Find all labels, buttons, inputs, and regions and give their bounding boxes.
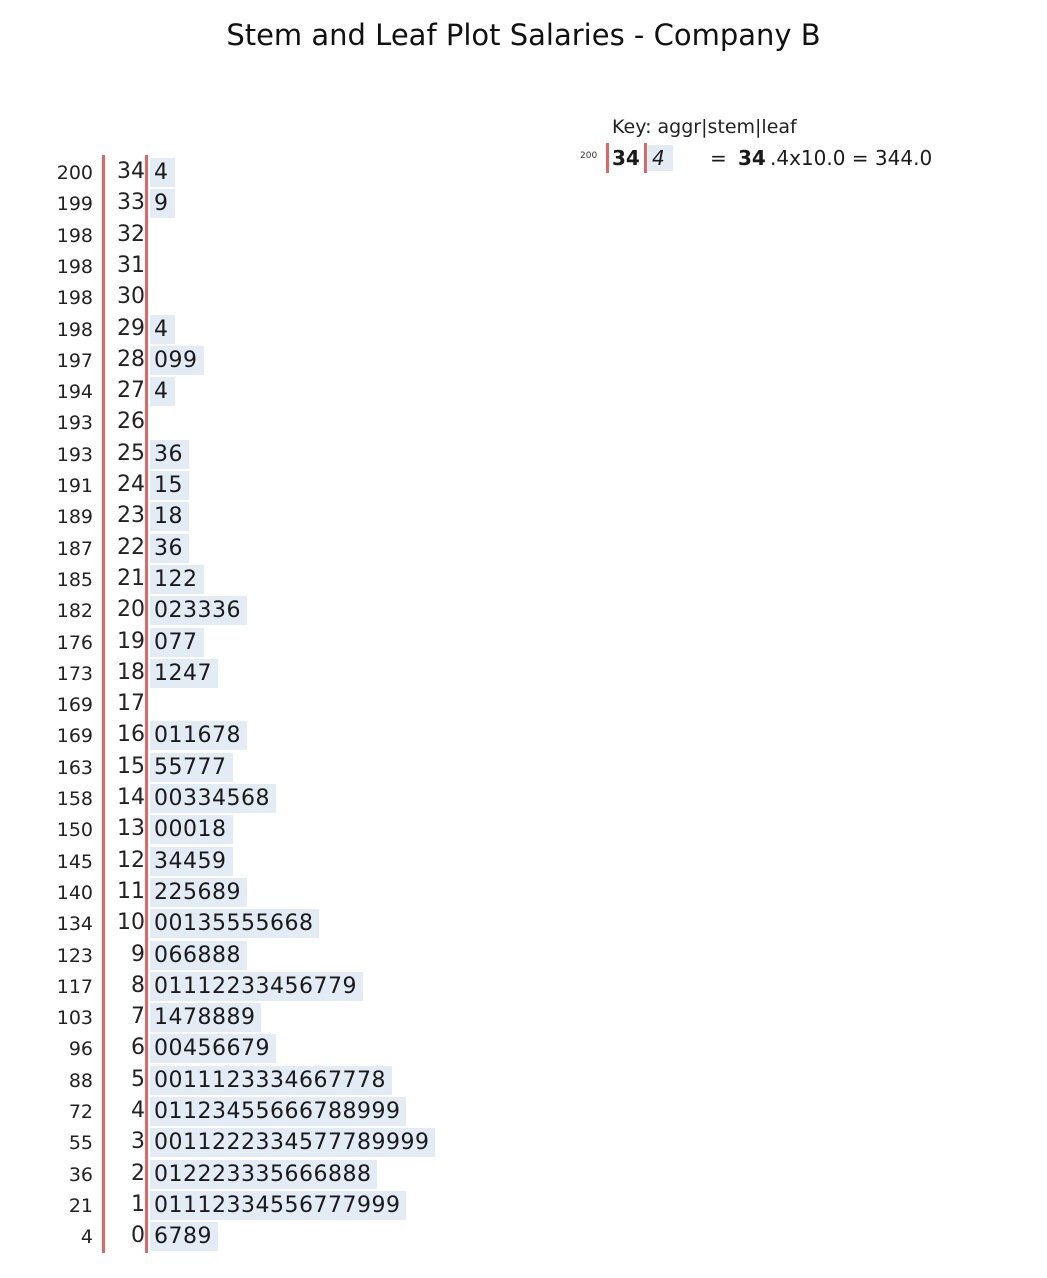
stem-value: 18 bbox=[117, 659, 145, 685]
stem-value: 20 bbox=[117, 597, 145, 623]
plot-row bbox=[0, 908, 700, 938]
plot-row bbox=[0, 376, 700, 406]
leaf-values: 01112233456779 bbox=[150, 972, 363, 1001]
key-stem-value: 34 bbox=[738, 146, 766, 170]
stem-value: 6 bbox=[131, 1035, 145, 1061]
plot-row bbox=[0, 627, 700, 657]
plot-row bbox=[0, 220, 700, 250]
plot-row bbox=[0, 188, 700, 218]
leaf-values: 077 bbox=[150, 628, 204, 657]
leaf-values: 01123455666788999 bbox=[150, 1097, 406, 1126]
stem-value: 13 bbox=[117, 816, 145, 842]
stem-value: 3 bbox=[131, 1129, 145, 1155]
aggr-value: 194 bbox=[56, 381, 93, 404]
plot-row bbox=[0, 1002, 700, 1032]
stem-value: 26 bbox=[117, 409, 145, 435]
aggr-value: 191 bbox=[56, 475, 93, 497]
aggr-value: 123 bbox=[56, 944, 93, 967]
plot-row bbox=[0, 971, 700, 1001]
aggr-value: 185 bbox=[56, 568, 93, 591]
plot-row bbox=[0, 407, 700, 437]
stem-value: 4 bbox=[131, 1098, 145, 1123]
aggr-value: 169 bbox=[56, 694, 93, 717]
aggr-value: 198 bbox=[56, 287, 93, 310]
aggr-value: 117 bbox=[56, 975, 93, 998]
leaf-values: 00018 bbox=[150, 815, 233, 844]
stem-value: 28 bbox=[117, 346, 145, 372]
plot-row bbox=[0, 1159, 700, 1189]
leaf-values: 6789 bbox=[150, 1222, 218, 1251]
leaf-values: 4 bbox=[150, 315, 175, 344]
aggr-value: 193 bbox=[56, 412, 93, 435]
stem-value: 15 bbox=[117, 753, 145, 779]
leaf-values: 9 bbox=[150, 189, 175, 218]
leaf-values: 01112334556777999 bbox=[150, 1191, 406, 1220]
key-formula: .4x10.0 = 344.0 bbox=[770, 146, 933, 170]
stem-value: 12 bbox=[117, 847, 145, 873]
stem-value: 19 bbox=[117, 628, 145, 654]
plot-row bbox=[0, 533, 700, 563]
leaf-values: 00456679 bbox=[150, 1034, 276, 1063]
plot-row bbox=[0, 1096, 700, 1126]
key-label: Key: aggr|stem|leaf bbox=[612, 116, 797, 138]
stem-value: 0 bbox=[131, 1223, 145, 1249]
stem-value: 17 bbox=[117, 691, 145, 717]
aggr-value: 198 bbox=[56, 255, 93, 278]
key-aggr: 200 bbox=[580, 151, 598, 161]
leaf-values: 00334568 bbox=[150, 784, 276, 813]
plot-row bbox=[0, 1065, 700, 1095]
aggr-value: 199 bbox=[56, 193, 93, 216]
stem-value: 5 bbox=[131, 1066, 145, 1092]
aggr-value: 134 bbox=[56, 913, 93, 936]
stem-value: 2 bbox=[131, 1160, 145, 1186]
plot-row bbox=[0, 345, 700, 375]
aggr-value: 163 bbox=[56, 756, 93, 779]
aggr-value: 187 bbox=[56, 537, 93, 560]
stem-value: 16 bbox=[117, 722, 145, 748]
leaf-values: 225689 bbox=[150, 878, 247, 907]
plot-row bbox=[0, 846, 700, 876]
plot-row bbox=[0, 940, 700, 970]
aggr-value: 4 bbox=[80, 1226, 93, 1249]
plot-row bbox=[0, 282, 700, 312]
plot-row bbox=[0, 501, 700, 531]
stem-value: 30 bbox=[117, 284, 145, 310]
leaf-values: 34459 bbox=[150, 847, 233, 876]
plot-row bbox=[0, 564, 700, 594]
key-equals: = bbox=[710, 146, 727, 170]
stem-value: 34 bbox=[117, 159, 145, 184]
leaf-values: 1478889 bbox=[150, 1003, 261, 1032]
aggr-value: 140 bbox=[56, 881, 93, 904]
plot-row bbox=[0, 314, 700, 344]
stem-value: 24 bbox=[117, 472, 145, 497]
leaf-values: 4 bbox=[150, 158, 175, 187]
leaf-values: 00135555668 bbox=[150, 909, 319, 938]
plot-row bbox=[0, 470, 700, 500]
plot-row bbox=[0, 814, 700, 844]
plot-row bbox=[0, 439, 700, 469]
leaf-values: 15 bbox=[150, 471, 189, 500]
aggr-value: 103 bbox=[56, 1007, 93, 1030]
stem-value: 8 bbox=[131, 972, 145, 998]
aggr-value: 197 bbox=[56, 349, 93, 372]
stem-value: 31 bbox=[117, 252, 145, 278]
stem-value: 11 bbox=[117, 878, 145, 904]
plot-row bbox=[0, 251, 700, 281]
stem-value: 22 bbox=[117, 534, 145, 560]
stem-value: 10 bbox=[117, 910, 145, 936]
stem-value: 27 bbox=[117, 378, 145, 404]
plot-row bbox=[0, 658, 700, 688]
aggr-value: 169 bbox=[56, 725, 93, 748]
plot-row bbox=[0, 1190, 700, 1220]
stem-value: 21 bbox=[117, 565, 145, 591]
leaf-values: 36 bbox=[150, 534, 189, 563]
plot-row bbox=[0, 689, 700, 719]
aggr-value: 173 bbox=[56, 662, 93, 685]
stem-value: 29 bbox=[117, 315, 145, 341]
leaf-values: 066888 bbox=[150, 941, 247, 970]
aggr-value: 198 bbox=[56, 318, 93, 341]
leaf-values: 099 bbox=[150, 346, 204, 375]
leaf-values: 023336 bbox=[150, 596, 247, 625]
leaf-values: 1247 bbox=[150, 659, 218, 688]
stem-value: 7 bbox=[131, 1004, 145, 1030]
chart-title: Stem and Leaf Plot Salaries - Company B bbox=[226, 18, 821, 52]
stem-value: 33 bbox=[117, 190, 145, 216]
key-leaf: 4 bbox=[648, 145, 673, 171]
leaf-values: 0011222334577789999 bbox=[150, 1128, 435, 1157]
plot-row bbox=[0, 752, 700, 782]
aggr-value: 36 bbox=[68, 1163, 93, 1186]
stem-value: 1 bbox=[131, 1191, 145, 1217]
plot-row bbox=[0, 595, 700, 625]
plot-row bbox=[0, 720, 700, 750]
aggr-value: 150 bbox=[56, 819, 93, 842]
leaf-values: 36 bbox=[150, 440, 189, 469]
plot-row bbox=[0, 1033, 700, 1063]
aggr-value: 182 bbox=[56, 600, 93, 623]
aggr-value: 158 bbox=[56, 788, 93, 810]
plot-row bbox=[0, 783, 700, 813]
leaf-values: 18 bbox=[150, 502, 189, 531]
aggr-value: 72 bbox=[68, 1101, 93, 1123]
stem-value: 32 bbox=[117, 221, 145, 247]
leaf-values: 122 bbox=[150, 565, 204, 594]
aggr-value: 198 bbox=[56, 224, 93, 247]
leaf-values: 011678 bbox=[150, 721, 247, 750]
aggr-value: 176 bbox=[56, 631, 93, 654]
stem-value: 25 bbox=[117, 440, 145, 466]
aggr-value: 88 bbox=[68, 1069, 93, 1092]
aggr-value: 96 bbox=[68, 1038, 93, 1061]
aggr-value: 21 bbox=[68, 1194, 93, 1217]
plot-row bbox=[0, 1221, 700, 1251]
key-stem: 34 bbox=[612, 146, 640, 170]
plot-row bbox=[0, 1127, 700, 1157]
leaf-values: 4 bbox=[150, 377, 175, 406]
stem-value: 23 bbox=[117, 503, 145, 529]
leaf-values: 0011123334667778 bbox=[150, 1066, 392, 1095]
plot-row bbox=[0, 877, 700, 907]
aggr-value: 200 bbox=[56, 162, 93, 184]
aggr-value: 189 bbox=[56, 506, 93, 529]
stem-value: 9 bbox=[131, 941, 145, 967]
aggr-value: 145 bbox=[56, 850, 93, 873]
aggr-value: 193 bbox=[56, 443, 93, 466]
stem-value: 14 bbox=[117, 785, 145, 810]
leaf-values: 55777 bbox=[150, 753, 233, 782]
aggr-value: 55 bbox=[68, 1132, 93, 1155]
plot-row bbox=[0, 157, 700, 187]
leaf-values: 012223335666888 bbox=[150, 1160, 377, 1189]
